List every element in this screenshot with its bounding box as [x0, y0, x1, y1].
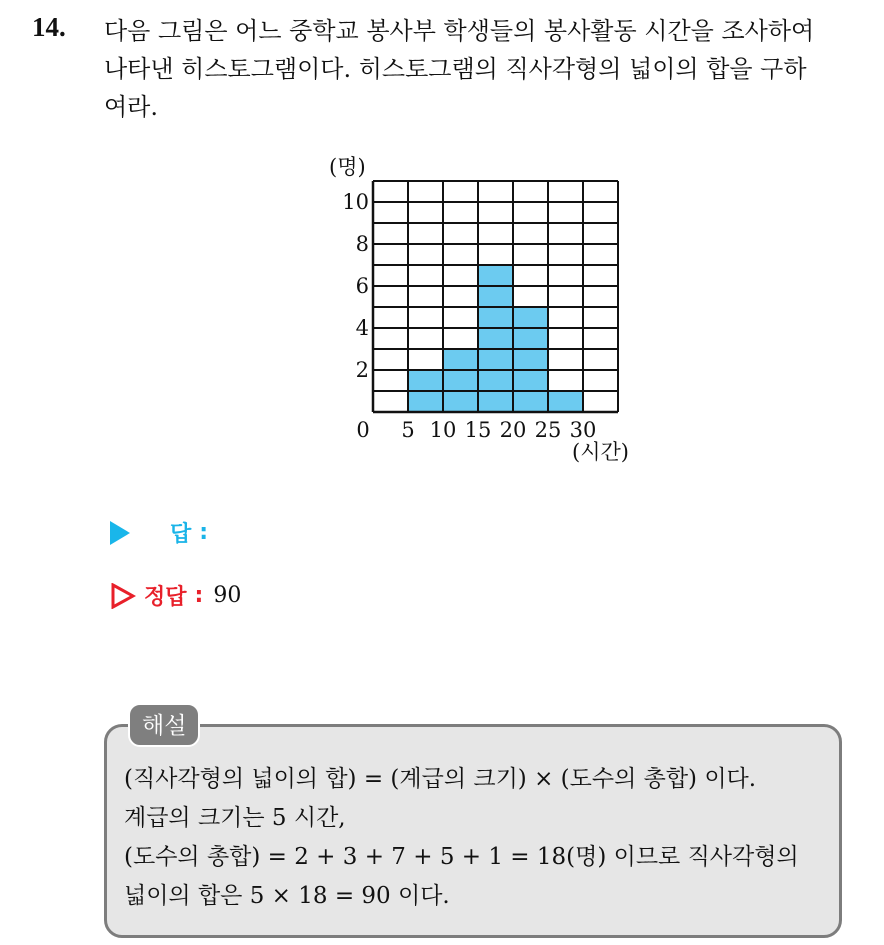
correct-answer-colon: :: [194, 583, 204, 608]
histogram-chart: [325, 152, 655, 472]
x-tick-label-25: 25: [534, 418, 562, 442]
histogram-bar-2: [478, 265, 513, 412]
histogram-bar-4: [548, 391, 583, 412]
question-line-2: 나타낸 히스토그램이다. 히스토그램의 직사각형의 넓이의 합을 구하: [104, 55, 807, 83]
question-line-3: 여라.: [104, 93, 158, 121]
question-text: [104, 12, 864, 126]
x-tick-label-0: 0: [356, 418, 370, 442]
histogram-bar-3: [513, 307, 548, 412]
x-tick-label-15: 15: [464, 418, 492, 442]
x-tick-label-10: 10: [429, 418, 457, 442]
y-axis-label: (명): [329, 155, 366, 179]
y-tick-label-10: 10: [342, 190, 369, 214]
answer-label: 답: [170, 522, 192, 547]
y-tick-label-4: 4: [355, 316, 369, 340]
question-line-1: 다음 그림은 어느 중학교 봉사부 학생들의 봉사활동 시간을 조사하여: [104, 17, 815, 45]
y-tick-label-2: 2: [355, 358, 369, 382]
solution-line-2: 계급의 크기는 5 시간,: [124, 805, 346, 831]
triangle-outline-icon: [110, 583, 136, 609]
correct-answer-label: 정답: [144, 585, 187, 610]
answer-row: [110, 517, 218, 548]
triangle-filled-icon: [110, 521, 130, 545]
correct-answer-row: [110, 580, 241, 611]
x-tick-label-5: 5: [401, 418, 415, 442]
question-number: 14.: [32, 12, 66, 42]
solution-tag: 해설: [128, 703, 200, 747]
solution-text: [124, 760, 799, 916]
solution-line-4: 넓이의 합은 5 × 18 = 90 이다.: [124, 883, 450, 909]
y-tick-label-8: 8: [355, 232, 369, 256]
histogram-bar-1: [443, 349, 478, 412]
solution-line-1: (직사각형의 넓이의 합) = (계급의 크기) × (도수의 총합) 이다.: [124, 766, 757, 792]
x-axis-label: (시간): [572, 440, 629, 464]
x-tick-label-30: 30: [569, 418, 597, 442]
y-tick-label-6: 6: [355, 274, 369, 298]
x-tick-label-20: 20: [499, 418, 527, 442]
answer-colon: :: [199, 520, 209, 545]
correct-answer-value: 90: [213, 583, 242, 608]
solution-line-3: (도수의 총합) = 2 + 3 + 7 + 5 + 1 = 18(명) 이므로 직사각형의: [124, 844, 799, 870]
